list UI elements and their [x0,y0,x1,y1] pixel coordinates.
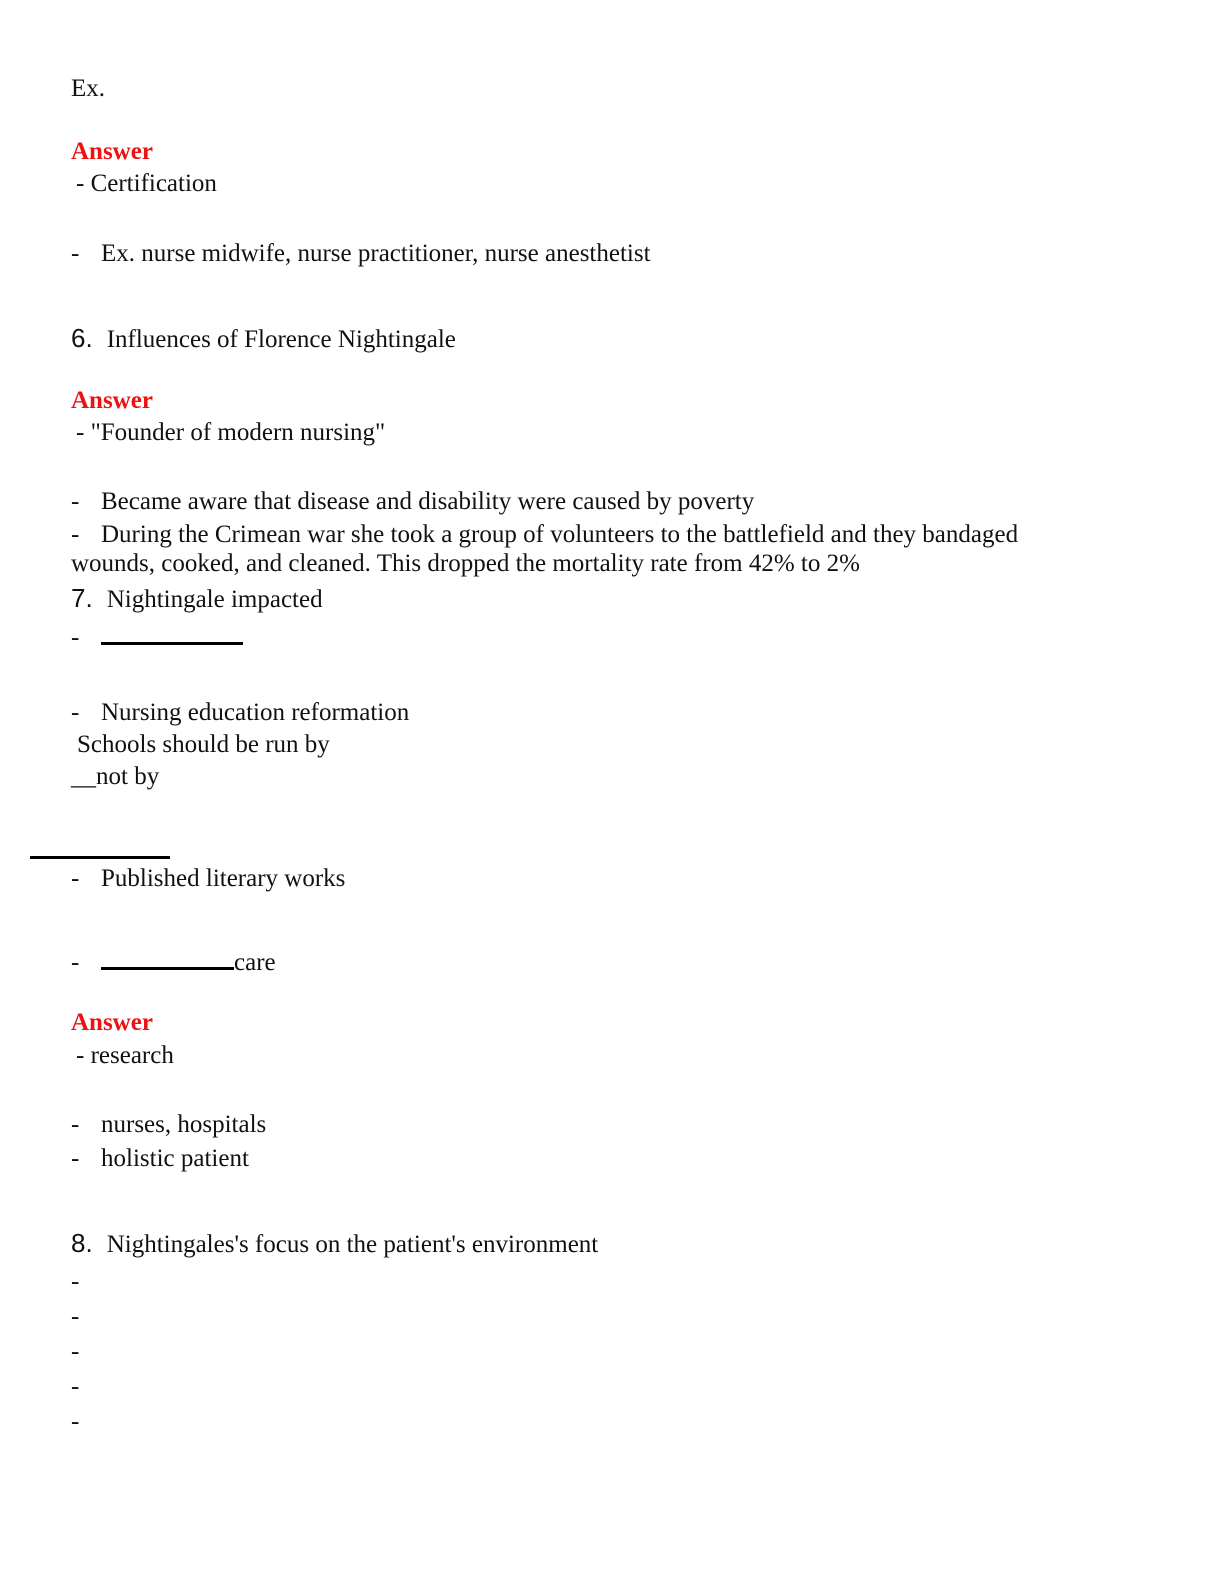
list-item-text: During the Crimean war she took a group of volunteers to the battlefield and they bandaged [101,521,1019,548]
list-item-text: Published literary works [101,865,346,892]
bullet-dash: - [71,240,80,267]
list-item-text: holistic patient [101,1145,249,1172]
bullet-dash: - [71,949,80,976]
empty-bullet: - [71,1303,80,1330]
ex-label: Ex. [71,75,106,102]
empty-bullet: - [71,1408,80,1435]
bullet-dash: - [71,624,80,651]
list-item [71,698,409,728]
empty-bullet: - [71,1373,80,1400]
fill-in-item [71,945,276,978]
bullet-dash: - [71,1145,80,1172]
list-item-continuation: wounds, cooked, and cleaned. This dropped the mortality rate from 42% to 2% [71,550,860,577]
question-number: 7. [71,583,93,613]
question-number: 6. [71,323,93,353]
question-number: 8. [71,1228,93,1258]
list-item-text: nurses, hospitals [101,1111,267,1138]
list-item [71,1144,249,1174]
question-text: Influences of Florence Nightingale [106,326,456,353]
fill-in-blank [101,620,243,645]
fill-in-rule [30,856,170,859]
question-8 [71,1228,598,1260]
answer-text: - "Founder of modern nursing" [76,419,386,446]
empty-bullet: - [71,1338,80,1365]
question-6 [71,323,456,355]
bullet-dash: - [71,521,80,548]
question-7 [71,583,323,615]
list-item [71,864,345,894]
bullet-dash: - [71,488,80,515]
short-blank: __ [71,763,96,790]
list-item-text: Became aware that disease and disability were caused by poverty [101,488,755,515]
question-text: Nightingale impacted [106,586,323,613]
answer-label: Answer [71,1009,153,1036]
fill-in-item [71,620,243,653]
list-item-text: Ex. nurse midwife, nurse practitioner, nurse anesthetist [101,240,651,267]
list-item-continuation: Schools should be run by [77,731,330,758]
bullet-dash: - [71,699,80,726]
list-item [71,487,754,517]
bullet-dash: - [71,865,80,892]
list-item [71,239,651,269]
list-item-continuation [71,762,159,792]
answer-label: Answer [71,138,153,165]
list-item-text: Nursing education reformation [101,699,410,726]
list-item [71,520,1018,550]
empty-bullet: - [71,1268,80,1295]
list-item [71,1110,266,1140]
answer-label: Answer [71,387,153,414]
question-text: Nightingales's focus on the patient's environment [106,1231,599,1258]
fill-in-blank [101,945,234,970]
list-item-text: not by [96,763,160,790]
bullet-dash: - [71,1111,80,1138]
answer-text: - research [76,1042,174,1069]
list-item-text: care [234,949,276,976]
answer-text: - Certification [76,170,217,197]
